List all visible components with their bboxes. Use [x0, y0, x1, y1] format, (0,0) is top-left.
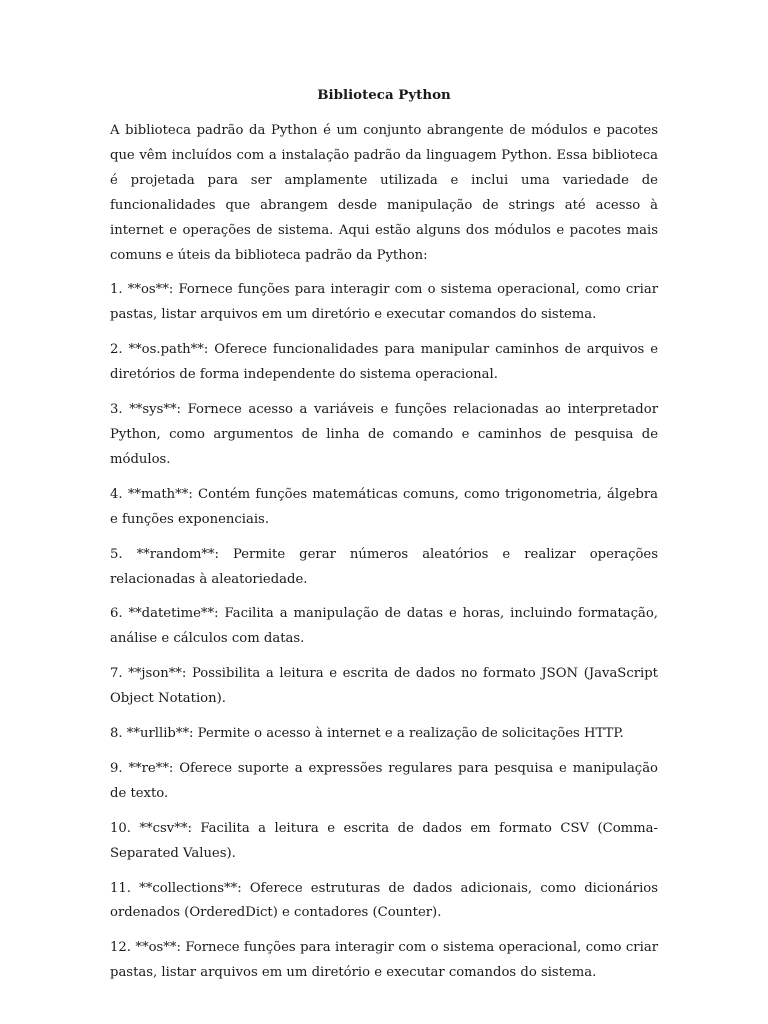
- list-item-math: 4. **math**: Contém funções matemáticas comuns, como trigonometria, álgebra e funções exponenciais.: [110, 486, 658, 527]
- list-item-sys: 3. **sys**: Fornece acesso a variáveis e funções relacionadas ao interpretador Python, como argumentos de linha de comando e caminhos de pesquisa de módulos.: [110, 402, 658, 467]
- intro-paragraph: A biblioteca padrão da Python é um conjunto abrangente de módulos e pacotes que vêm incluídos com a instalação padrão da linguagem Python. Essa biblioteca é projetada para ser amplamente utilizada e inclui uma variedade de funcionalidades que abrangem desde manipulação de strings até acesso à internet e operações de sistema. Aqui estão alguns dos módulos e pacotes mais comuns e úteis da biblioteca padrão da Python:: [110, 123, 658, 263]
- list-item-json: 7. **json**: Possibilita a leitura e escrita de dados no formato JSON (JavaScript Object Notation).: [110, 666, 658, 707]
- list-item-os-path: 2. **os.path**: Oferece funcionalidades para manipular caminhos de arquivos e diretórios de forma independente do sistema operacional.: [110, 342, 658, 383]
- list-item-os: 1. **os**: Fornece funções para interagir com o sistema operacional, como criar pastas, listar arquivos em um diretório e executar comandos do sistema.: [110, 282, 658, 323]
- list-item-os-repeat: 12. **os**: Fornece funções para interagir com o sistema operacional, como criar pastas, listar arquivos em um diretório e executar comandos do sistema.: [110, 940, 658, 981]
- document-title: Biblioteca Python: [317, 87, 451, 103]
- list-item-re: 9. **re**: Oferece suporte a expressões regulares para pesquisa e manipulação de texto.: [110, 760, 658, 801]
- list-item-collections: 11. **collections**: Oferece estruturas de dados adicionais, como dicionários ordenados (OrderedDict) e contadores (Counter).: [110, 880, 658, 921]
- list-item-random: 5. **random**: Permite gerar números aleatórios e realizar operações relacionadas à aleatoriedade.: [110, 546, 658, 587]
- list-item-csv: 10. **csv**: Facilita a leitura e escrita de dados em formato CSV (Comma-Separated Values).: [110, 820, 658, 861]
- list-item-urllib: 8. **urllib**: Permite o acesso à internet e a realização de solicitações HTTP.: [110, 726, 624, 742]
- document-body: [110, 119, 658, 996]
- list-item-datetime: 6. **datetime**: Facilita a manipulação de datas e horas, incluindo formatação, análise e cálculos com datas.: [110, 606, 658, 647]
